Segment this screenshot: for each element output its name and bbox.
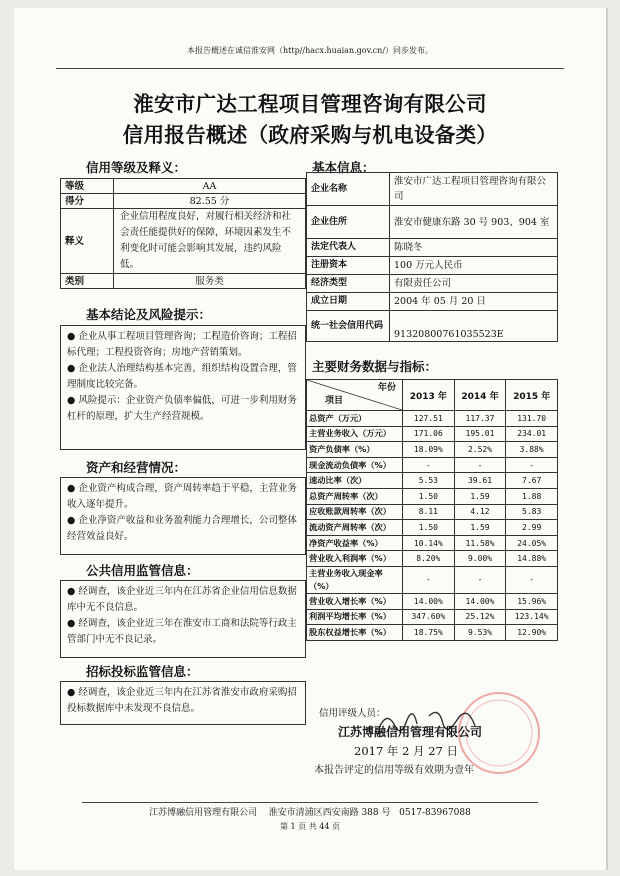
financial-value: 2.52% [454,442,506,458]
conclusion-item: ● 企业法人治理结构基本完善，组织结构设置合理，管理制度比较完备。 [67,363,297,390]
footer-divider [82,802,538,803]
financial-item-label: 利润平均增长率（%） [307,609,403,625]
financial-value: 123.14% [506,609,558,625]
financial-item-label: 主营业务收入现金率（%） [307,566,403,593]
financial-value: 131.70 [506,411,558,427]
financial-row [307,566,558,593]
financial-row [307,504,558,520]
basic-info-value: 陈晓冬 [390,239,558,257]
basic-info-label: 统一社会信用代码 [307,311,390,342]
basic-info-row-name [307,173,558,206]
public-supervision-item: ● 经调查，该企业近三年内在江苏省企业信用信息数据库中无不良信息。 [67,586,297,613]
basic-info-label: 企业名称 [307,173,390,206]
basic-info-value: 淮安市健康东路 30 号 903、904 室 [390,206,558,239]
financial-row [307,442,558,458]
financial-value: 15.96% [506,593,558,609]
basic-info-value: 91320800761035523E [390,311,558,342]
financial-value: 9.53% [454,625,506,641]
financial-value: 1.59 [454,520,506,536]
basic-info-row-credit-code [307,311,558,342]
financial-value: - [506,566,558,593]
financial-value: 3.88% [506,442,558,458]
financial-item-label: 现金流动负债率（%） [307,457,403,473]
financial-value: 25.12% [454,609,506,625]
corner-year-label: 年份 [377,383,396,393]
footer-contact [14,805,606,818]
rating-agency-name: 江苏博融信用管理有限公司 [338,725,483,739]
financial-row [307,609,558,625]
report-date: 2017 年 2 月 27 日 [354,744,458,758]
page-counter: 第 1 页 共 44 页 [280,822,340,831]
rating-section-title: 信用等级及释义： [86,160,187,175]
financial-value: 347.60% [403,609,455,625]
bidding-supervision-box [60,681,306,725]
financial-value: 14.00% [454,593,506,609]
financial-item-label: 速动比率（次） [307,473,403,489]
financial-row [307,426,558,442]
financial-value: 127.51 [403,411,455,427]
financial-item-label: 营业收入增长率（%） [307,593,403,609]
financial-row [307,535,558,551]
conclusion-item: ● 企业从事工程项目管理咨询；工程造价咨询；工程招标代理；工程投资咨询；房地产营销策划。 [67,331,297,358]
basic-info-row-capital [307,257,558,275]
financial-value: 117.37 [454,411,506,427]
rating-row-meaning [61,209,306,274]
conclusions-box [60,325,306,450]
bidding-supervision-item: ● 经调查，该企业近三年内在江苏省淮安市政府采购招投标数据库中未发现不良信息。 [67,687,297,714]
financial-value: 14.88% [506,551,558,567]
financial-item-label: 营业收入利润率（%） [307,551,403,567]
rating-label: 类别 [61,274,114,289]
financial-corner-cell [307,380,403,411]
basic-info-row-address [307,206,558,239]
rating-value: 82.55 分 [114,194,306,209]
financial-row [307,411,558,427]
financial-value: 2.99 [506,520,558,536]
corner-item-label: 项目 [325,396,344,406]
financial-value: 171.06 [403,426,455,442]
financial-value: 5.53 [403,473,455,489]
financial-header-row [307,380,558,411]
financial-year-header: 2013 年 [403,380,455,411]
basic-info-label: 经济类型 [307,275,390,293]
financial-row [307,551,558,567]
public-supervision-box [60,580,306,658]
rating-table [60,178,306,289]
financial-item-label: 主营业务收入（万元） [307,426,403,442]
rater-label: 信用评级人员： [319,708,386,719]
financial-value: 11.58% [454,535,506,551]
basic-info-section-title: 基本信息： [312,160,375,175]
bidding-supervision-section-title: 招标投标监管信息： [86,664,199,679]
financial-item-label: 总资产周转率（次） [307,488,403,504]
public-supervision-section-title: 公共信用监管信息： [86,563,199,578]
rating-value: 企业信用程度良好，对履行相关经济和社会责任能提供好的保障，环境因素发生不利变化时可能会影响其发展，违约风险低。 [114,209,306,274]
financial-value: - [506,457,558,473]
rating-row-category [61,274,306,289]
operations-item: ● 企业净资产收益和业务盈利能力合理增长，公司整体经营效益良好。 [67,515,297,542]
financial-row [307,457,558,473]
financial-row [307,593,558,609]
basic-info-label: 企业住所 [307,206,390,239]
operations-item: ● 企业资产构成合理，资产周转率趋于平稳，主营业务收入逐年提升。 [67,483,297,510]
rating-label: 等级 [61,179,114,194]
financial-value: - [403,457,455,473]
header-note: 本报告概述在诚信淮安网（http//hacx.huaian.gov.cn/）同步发布。 [186,46,434,55]
basic-info-value: 有限责任公司 [390,275,558,293]
operations-box [60,477,306,555]
rating-label: 释义 [61,209,114,274]
financial-value: - [454,457,506,473]
footer-address: 淮安市清浦区西安南路 388 号 [268,808,391,818]
basic-info-label: 注册资本 [307,257,390,275]
conclusions-section-title: 基本结论及风险提示： [86,307,212,322]
basic-info-label: 法定代表人 [307,239,390,257]
financial-row [307,520,558,536]
footer-company: 江苏博融信用管理有限公司 [149,808,258,818]
public-supervision-item: ● 经调查，该企业近三年在淮安市工商和法院等行政主管部门中无不良记录。 [67,618,297,645]
financial-value: 4.12 [454,504,506,520]
rating-value: AA [114,179,306,194]
financial-value: 12.90% [506,625,558,641]
financial-value: - [403,566,455,593]
report-title-line1: 淮安市广达工程项目管理咨询有限公司 [133,92,487,116]
financial-value: 1.59 [454,488,506,504]
financial-item-label: 净资产收益率（%） [307,535,403,551]
financial-item-label: 流动资产周转率（次） [307,520,403,536]
financial-table-body [307,411,558,641]
financial-item-label: 资产负债率（%） [307,442,403,458]
financial-item-label: 应收账款周转率（次） [307,504,403,520]
basic-info-value: 淮安市广达工程项目管理咨询有限公司 [390,173,558,206]
basic-info-label: 成立日期 [307,293,390,311]
financial-value: 234.01 [506,426,558,442]
financial-value: 5.83 [506,504,558,520]
financial-value: 1.50 [403,520,455,536]
conclusion-item: ● 风险提示：企业资产负债率偏低，可进一步利用财务杠杆的原理，扩大生产经营规模。 [67,395,297,422]
financial-value: 9.00% [454,551,506,567]
rating-label: 得分 [61,194,114,209]
financial-value: 24.05% [506,535,558,551]
basic-info-row-founded [307,293,558,311]
financial-item-label: 总资产（万元） [307,411,403,427]
basic-info-value: 100 万元人民币 [390,257,558,275]
report-page [14,8,608,870]
basic-info-row-legal-rep [307,239,558,257]
financial-value: 195.01 [454,426,506,442]
validity-note: 本报告评定的信用等级有效期为壹年 [314,765,474,776]
footer-phone: 0517-83967088 [399,808,471,818]
financial-year-header: 2014 年 [454,380,506,411]
report-title-line2: 信用报告概述（政府采购与机电设备类） [122,123,498,147]
financial-value: 10.14% [403,535,455,551]
financial-row [307,625,558,641]
basic-info-row-type [307,275,558,293]
basic-info-value: 2004 年 05 月 20 日 [390,293,558,311]
financial-year-header: 2015 年 [506,380,558,411]
financial-row [307,473,558,489]
financial-value: 1.50 [403,488,455,504]
financial-value: 18.09% [403,442,455,458]
rating-row-grade [61,179,306,194]
header-divider [56,68,564,69]
financial-value: 8.11 [403,504,455,520]
rating-value: 服务类 [114,274,306,289]
financial-value: 14.00% [403,593,455,609]
financial-section-title: 主要财务数据与指标： [312,359,438,374]
basic-info-table [306,172,558,342]
financial-table [306,379,558,641]
financial-value: 18.75% [403,625,455,641]
operations-section-title: 资产和经营情况： [86,460,187,475]
financial-value: 39.61 [454,473,506,489]
financial-value: 8.20% [403,551,455,567]
financial-row [307,488,558,504]
financial-item-label: 股东权益增长率（%） [307,625,403,641]
financial-value: 7.67 [506,473,558,489]
financial-value: 1.88 [506,488,558,504]
rating-row-score [61,194,306,209]
financial-value: - [454,566,506,593]
